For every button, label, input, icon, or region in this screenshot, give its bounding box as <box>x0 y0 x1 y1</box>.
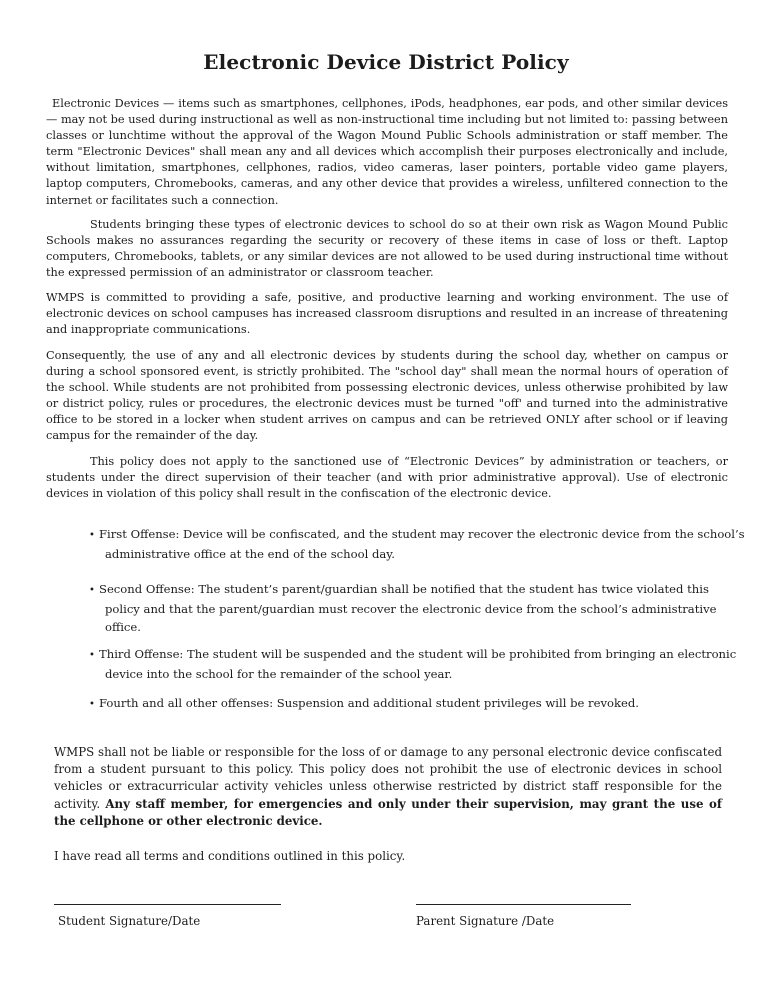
bullet-icon: • <box>89 699 95 710</box>
liability-bold-text: Any staff member, for emergencies and only under their supervision, may grant the use of the cellphone or other electronic device. <box>54 796 722 828</box>
paragraph-commitment: WMPS is committed to providing a safe, positive, and productive learning and working environment. The use of electronic devices on school campuses has increased classroom disruptions and resulted in an increase of threatening and inappropriate communications. <box>46 291 728 337</box>
paragraph-liability <box>54 744 722 830</box>
bullet-icon: • <box>89 530 95 541</box>
offense-text: First Offense: Device will be confiscated, and the student may recover the electronic device from the school’s administrative office at the end of the school day. <box>99 527 745 561</box>
paragraph-risk: Students bringing these types of electronic devices to school do so at their own risk as Wagon Mound Public Schools makes no assurances regarding the security or recovery of these items in case of loss or theft. Laptop computers, Chromebooks, tablets, or any similar devices are not allowed to be used during instructional time without the expressed permission of an administrator or classroom teacher. <box>46 218 728 280</box>
liability-text: WMPS shall not be liable or responsible for the loss of or damage to any personal electronic device confiscated from a student pursuant to this policy. This policy does not prohibit the use of electronic devices in school vehicles or extracurricular activity vehicles unless otherwise restricted by district staff responsible for the activity. <box>54 745 722 811</box>
list-item <box>80 580 745 636</box>
document-title: Electronic Device District Policy <box>203 50 569 74</box>
paragraph-definition: Electronic Devices — items such as smartphones, cellphones, iPods, headphones, ear pods, and other similar devices — may not be used during instructional as well as non-instructional time including but not limited to: passing between classes or lunchtime without the approval of the Wagon Mound Public Schools administration or staff member. The term "Electronic Devices" shall mean any and all devices which accomplish their purposes electronically and include, without limitation, smartphones, cellphones, radios, video cameras, laser pointers, portable video game players, laptop computers, Chromebooks, cameras, and any other device that provides a wireless, unfiltered connection to the internet or facilitates such a connection. <box>46 97 728 207</box>
offense-text: Second Offense: The student’s parent/guardian shall be notified that the student has twice violated this policy and that the parent/guardian must recover the electronic device from the school’s administrative office. <box>99 582 717 634</box>
student-signature-line[interactable] <box>54 904 281 905</box>
list-item <box>80 525 745 563</box>
offense-text: Third Offense: The student will be suspended and the student will be prohibited from bringing an electronic device into the school for the remainder of the school year. <box>99 647 737 681</box>
parent-signature-label: Parent Signature /Date <box>416 914 555 928</box>
paragraph-prohibition: Consequently, the use of any and all electronic devices by students during the school day, whether on campus or during a school sponsored event, is strictly prohibited. The "school day" shall mean the normal hours of operation of the school. While students are not prohibited from possessing electronic devices, unless otherwise prohibited by law or district policy, rules or procedures, the electronic devices must be turned "off' and turned into the administrative office to be stored in a locker when student arrives on campus and can be retrieved ONLY after school or if leaving campus for the remainder of the day. <box>46 349 728 443</box>
bullet-icon: • <box>89 650 95 661</box>
acknowledgement-text: I have read all terms and conditions outlined in this policy. <box>54 849 406 863</box>
parent-signature-line[interactable] <box>416 904 631 905</box>
bullet-icon: • <box>89 585 95 596</box>
list-item <box>80 694 745 714</box>
paragraph-exceptions: This policy does not apply to the sanctioned use of “Electronic Devices” by administration or teachers, or students under the direct supervision of their teacher (and with prior administrative approval). Use of electronic devices in violation of this policy shall result in the confiscation of the electronic device. <box>46 455 728 501</box>
offense-text: Fourth and all other offenses: Suspension and additional student privileges will be revoked. <box>99 696 639 710</box>
student-signature-label: Student Signature/Date <box>58 914 201 928</box>
list-item <box>80 645 745 683</box>
